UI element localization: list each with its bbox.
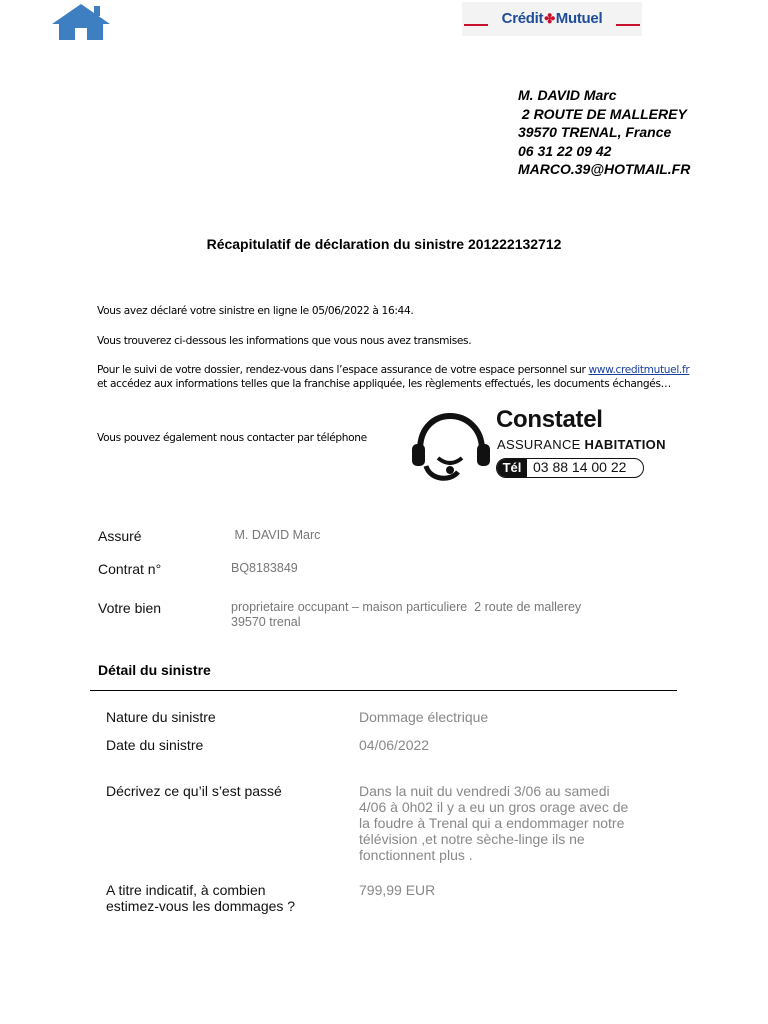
estimate-value: 799,99 EUR — [359, 882, 436, 898]
describe-line: 4/06 à 0h02 il y a eu un gros orage avec de — [359, 799, 629, 815]
recipient-street: 2 ROUTE DE MALLEREY — [518, 105, 687, 122]
constatel-name: Constatel — [496, 406, 603, 433]
detail-section-title: Détail du sinistre — [98, 662, 211, 678]
describe-line: fonctionnent plus . — [359, 847, 473, 863]
info-text: Vous trouverez ci-dessous les informations que vous nous avez transmises. — [97, 335, 472, 347]
constatel-banner — [410, 404, 688, 484]
phone-contact-text: Vous pouvez également nous contacter par téléphone — [97, 432, 367, 444]
describe-line: Dans la nuit du vendredi 3/06 au samedi — [359, 783, 610, 799]
recipient-email: MARCO.39@HOTMAIL.FR — [518, 161, 691, 177]
date-value: 04/06/2022 — [359, 737, 430, 753]
follow-text-line2: et accédez aux informations telles que la franchise appliquée, les règlements effectués, les documents échangés… — [97, 378, 671, 390]
recipient-phone: 06 31 22 09 42 — [518, 142, 612, 159]
insured-label: Assuré — [98, 528, 142, 544]
tel-label: Tél — [497, 459, 527, 477]
credit-mutuel-logo — [462, 2, 642, 36]
describe-line: télévision ,et notre sèche-linge ils ne — [359, 831, 585, 847]
page-title: Récapitulatif de déclaration du sinistre 201222132712 — [206, 236, 562, 252]
recipient-address — [518, 86, 690, 179]
logo-text-right: Mutuel — [555, 10, 603, 27]
constatel-subtitle-bold: HABITATION — [584, 437, 666, 452]
contract-label: Contrat n° — [98, 561, 162, 577]
nature-value: Dommage électrique — [359, 709, 489, 725]
describe-label: Décrivez ce qu’il s’est passé — [106, 783, 282, 799]
tel-number: 03 88 14 00 22 — [533, 459, 627, 475]
estimate-label-line: A titre indicatif, à combien — [106, 882, 266, 898]
estimate-label — [106, 882, 295, 914]
estimate-label-line: estimez-vous les dommages ? — [106, 898, 296, 914]
describe-value — [359, 783, 628, 863]
date-label: Date du sinistre — [106, 737, 204, 753]
property-label: Votre bien — [98, 600, 162, 616]
describe-line: la foudre à Trenal qui a endommager notre — [359, 815, 625, 831]
section-divider — [90, 690, 677, 691]
recipient-city: 39570 TRENAL, France — [518, 124, 672, 140]
constatel-subtitle-prefix: ASSURANCE — [497, 437, 581, 452]
phone-badge[interactable] — [496, 458, 644, 478]
declared-text: Vous avez déclaré votre sinistre en ligne le 05/06/2022 à 16:44. — [97, 305, 414, 317]
creditmutuel-link[interactable]: www.creditmutuel.fr — [588, 364, 690, 376]
contract-value: BQ8183849 — [231, 561, 298, 575]
logo-text-left: Crédit — [501, 10, 544, 27]
property-value-line1: proprietaire occupant – maison particuliere 2 route de mallerey — [231, 600, 582, 614]
insured-value: M. DAVID Marc — [231, 528, 321, 542]
home-icon[interactable] — [50, 2, 112, 40]
constatel-subtitle — [497, 437, 666, 452]
follow-text — [97, 364, 689, 376]
nature-label: Nature du sinistre — [106, 709, 216, 725]
headset-icon — [410, 410, 490, 484]
recipient-name: M. DAVID Marc — [518, 87, 617, 103]
property-value-line2: 39570 trenal — [231, 615, 301, 629]
follow-text-prefix: Pour le suivi de votre dossier, rendez-vous dans l’espace assurance de votre espace personnel sur — [97, 364, 589, 376]
logo-mark-icon: ✤ — [544, 11, 555, 26]
